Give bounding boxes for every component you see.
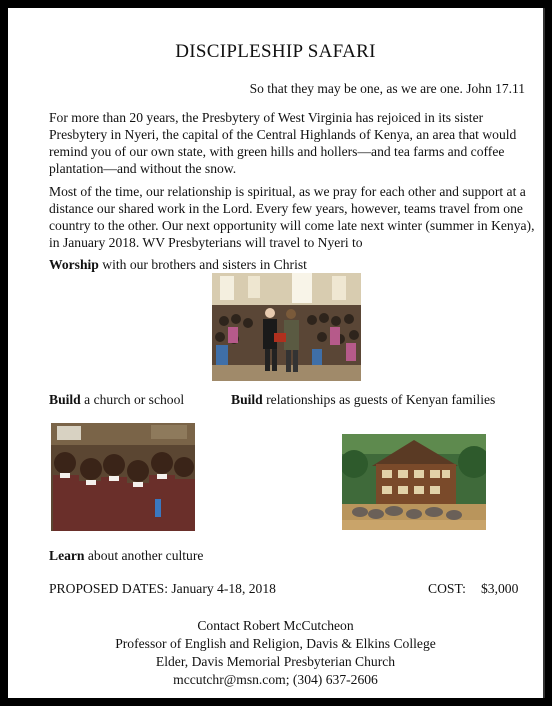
proposed-dates: PROPOSED DATES: January 4-18, 2018 bbox=[49, 581, 276, 596]
lodge-elephants-photo bbox=[342, 434, 486, 530]
relationship-paragraph: Most of the time, our relationship is spiritual, as we pray for each other and support at a distance our shared work in the Lord. Every few years, however, teams travel from one country to the other. Our next opportunity will come late next winter (summer in Kenya), in January 2018. WV Presbyterians will travel to Nyeri to bbox=[49, 184, 535, 250]
contact-block bbox=[8, 617, 543, 689]
contact-church: Elder, Davis Memorial Presbyterian Church bbox=[155, 654, 396, 669]
learn-text: about another culture bbox=[84, 548, 204, 563]
learn-keyword: Learn bbox=[49, 548, 85, 563]
flyer-page bbox=[8, 8, 545, 698]
worship-photo bbox=[212, 273, 361, 381]
contact-title: Professor of English and Religion, Davis & Elkins College bbox=[115, 636, 436, 651]
build-relationships-item bbox=[231, 392, 495, 408]
worship-item bbox=[49, 257, 307, 273]
build-church-keyword: Build bbox=[49, 392, 81, 407]
intro-paragraph: For more than 20 years, the Presbytery of West Virginia has rejoiced in its sister Presbytery in Nyeri, the capital of the Central Highlands of Kenya, an area that would remind you of our own state, with green hills and hollers—and tea farms and coffee plantation—and without the snow. bbox=[49, 110, 517, 176]
learn-item bbox=[49, 548, 203, 564]
worship-keyword: Worship bbox=[49, 257, 99, 272]
flyer-title: DISCIPLESHIP SAFARI bbox=[175, 41, 376, 62]
children-photo bbox=[51, 423, 195, 531]
cost-label: COST: bbox=[428, 581, 466, 596]
worship-text: with our brothers and sisters in Christ bbox=[98, 257, 307, 272]
cost-value: $3,000 bbox=[481, 581, 519, 596]
build-relationships-text: relationships as guests of Kenyan families bbox=[262, 392, 496, 407]
contact-email-phone: mccutchr@msn.com; (304) 637-2606 bbox=[173, 672, 378, 687]
contact-name: Contact Robert McCutcheon bbox=[197, 618, 354, 633]
build-relationships-keyword: Build bbox=[231, 392, 263, 407]
bible-verse: So that they may be one, as we are one. John 17.11 bbox=[249, 81, 525, 96]
build-church-text: a church or school bbox=[80, 392, 185, 407]
build-church-item bbox=[49, 392, 184, 408]
